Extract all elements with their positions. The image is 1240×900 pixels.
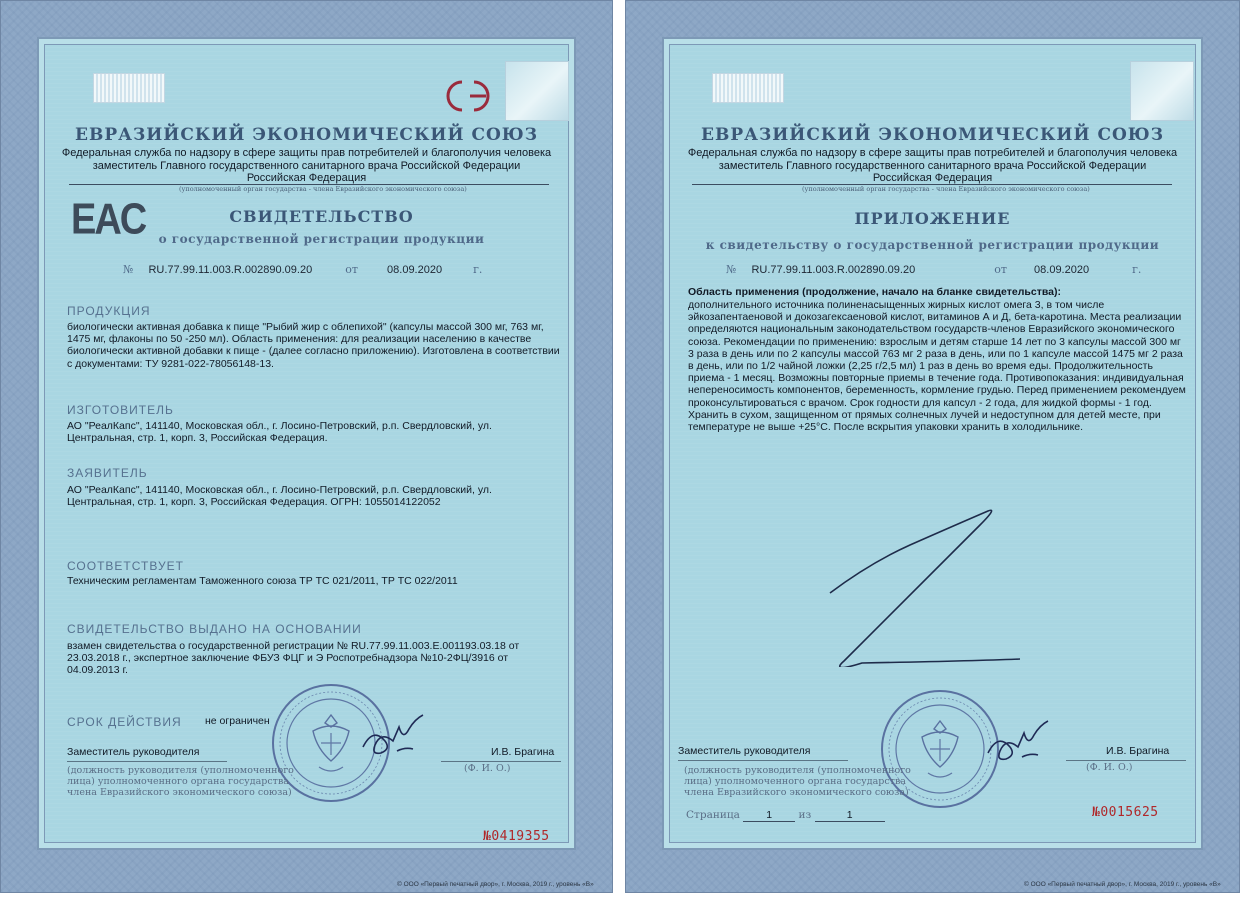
role-underline: [678, 760, 848, 761]
security-strip: [712, 73, 784, 103]
name-underline: [1066, 760, 1186, 761]
union-title: ЕВРАЗИЙСКИЙ ЭКОНОМИЧЕСКИЙ СОЮЗ: [701, 125, 1164, 145]
basis-heading: СВИДЕТЕЛЬСТВО ВЫДАНО НА ОСНОВАНИИ: [67, 622, 362, 636]
date-prefix: от: [345, 263, 358, 276]
page-counter: [686, 809, 885, 822]
registration-number-line: [123, 263, 482, 276]
signer-name: И.В. Брагина: [1106, 745, 1170, 757]
manufacturer-text: АО "РеалКапс", 141140, Московская обл., г. Лосино-Петровский, р.п. Свердловский, ул. Центральная, стр. 1, корп. 3, Российская Федерация.: [67, 420, 492, 445]
position-caption: (должность руководителя (уполномоченного лица) уполномоченного органа государства члена Евразийского экономического союза): [67, 765, 294, 798]
cancellation-z-mark: [796, 497, 1066, 667]
document-subtitle: о государственной регистрации продукции: [158, 232, 485, 246]
printer-footer: © ООО «Первый печатный двор», г. Москва, 2019 г., уровень «В»: [1024, 881, 1221, 888]
printer-footer: © ООО «Первый печатный двор», г. Москва, 2019 г., уровень «В»: [397, 881, 594, 888]
agency-line: Федеральная служба по надзору в сфере защиты прав потребителей и благополучия человека: [61, 147, 552, 159]
registration-number-line: [726, 263, 1141, 276]
ce-conformity-icon: [440, 78, 496, 114]
agency-line: Федеральная служба по надзору в сфере защиты прав потребителей и благополучия человека: [687, 147, 1178, 159]
signer-role: Заместитель руководителя: [678, 745, 811, 757]
fio-caption: (Ф. И. О.): [1086, 762, 1133, 773]
agency-line: Российская Федерация: [872, 172, 993, 184]
document-title: СВИДЕТЕЛЬСТВО: [229, 207, 414, 226]
product-text: биологически активная добавка к пище "Рыбий жир с облепихой" (капсулы массой 300 мг, 763 мг, 1475 мг, флаконы по 50 -250 мл). Область применения: для реализации населению в качестве биологически активной добавки к пище - (далее согласно приложению). Изготовлена в соответствии с документами: ТУ 9281-022-78056148-13.: [67, 321, 560, 370]
validity-heading: СРОК ДЕЙСТВИЯ: [67, 715, 182, 729]
registration-date: 08.09.2020: [387, 264, 443, 276]
name-underline: [441, 761, 561, 762]
hologram-patch: [1130, 61, 1194, 121]
eac-mark-icon: EAC: [71, 195, 146, 245]
agency-line: Российская Федерация: [246, 172, 367, 184]
scope-text: дополнительного источника полиненасыщенных жирных кислот омега 3, в том числе эйкозапентаеновой и докозагексаеновой кислот, витаминов А и Д, бета-каротина. Места реализации определяются национальным законодательством государств-членов Евразийского экономического союза. Рекомендации по применению: взрослым и детям старше 14 лет по 3 капсулы массой 300 мг 3 раза в день или по 2 капсулы массой 763 мг 2 раза в день, или по 1 капсуле массой 1475 мг 2 раза в день, или по 1/2 чайной ложки (2,25 г/2,5 мл) 1 раз в день во время еды. Продолжительность приема - 1 месяц. Возможны повторные приемы в течение года. Противопоказания: индивидуальная непереносимость компонентов, беременность, кормление грудью. Перед применением рекомендуем проконсультироваться с врачом. Срок годности для капсул - 2 года, для жидкой формы - 1 год. Хранить в сухом, защищенном от прямых солнечных лучей и недоступном для детей месте, при температуре не выше +25°С. После вскрытия упаковки хранить в холодильнике.: [688, 299, 1186, 434]
appendix-page: [625, 0, 1240, 893]
org-caption: (уполномоченный орган государства - члена Евразийского экономического союза): [802, 185, 1090, 193]
registration-date: 08.09.2020: [1034, 264, 1090, 276]
registration-number: RU.77.99.11.003.R.002890.09.20: [751, 264, 916, 276]
page-current: 1: [743, 809, 795, 822]
page-of-label: из: [798, 809, 812, 821]
handwritten-signature: [982, 713, 1062, 773]
product-heading: ПРОДУКЦИЯ: [67, 304, 151, 318]
page-total: 1: [815, 809, 885, 822]
signer-role: Заместитель руководителя: [67, 746, 200, 758]
handwritten-signature: [357, 707, 437, 767]
agency-block: [1, 147, 612, 185]
document-subtitle: к свидетельству о государственной регистрации продукции: [705, 238, 1160, 252]
org-caption: (уполномоченный орган государства - члена Евразийского экономического союза): [179, 185, 467, 193]
year-suffix: г.: [473, 263, 483, 276]
scope-heading: Область применения (продолжение, начало на бланке свидетельства):: [688, 286, 1061, 298]
document-title: ПРИЛОЖЕНИЕ: [854, 209, 1011, 228]
basis-text: взамен свидетельства о государственной регистрации № RU.77.99.11.003.Е.001193.03.18 от 23.03.2018 г., экспертное заключение ФБУЗ ФЦГ и Э Роспотребнадзора №10-2ФЦ/3916 от 04.09.2013 г.: [67, 640, 520, 677]
number-prefix: №: [726, 263, 737, 276]
blank-serial-number: №0015625: [1092, 805, 1159, 820]
hologram-patch: [505, 61, 569, 121]
position-caption: (должность руководителя (уполномоченного лица) уполномоченного органа государства члена Евразийского экономического союза): [684, 765, 911, 798]
conformity-heading: СООТВЕТСТВУЕТ: [67, 559, 184, 573]
agency-line: заместитель Главного государственного санитарного врача Российской Федерации: [92, 159, 521, 172]
agency-block: [626, 147, 1239, 185]
number-prefix: №: [123, 263, 134, 276]
security-strip: [93, 73, 165, 103]
blank-serial-number: №0419355: [483, 829, 550, 844]
page-label: Страница: [686, 809, 740, 821]
signer-name: И.В. Брагина: [491, 746, 555, 758]
applicant-heading: ЗАЯВИТЕЛЬ: [67, 466, 148, 480]
date-prefix: от: [994, 263, 1007, 276]
year-suffix: г.: [1132, 263, 1142, 276]
union-title: ЕВРАЗИЙСКИЙ ЭКОНОМИЧЕСКИЙ СОЮЗ: [75, 125, 538, 145]
registration-number: RU.77.99.11.003.R.002890.09.20: [148, 264, 313, 276]
role-underline: [67, 761, 227, 762]
conformity-text: Техническим регламентам Таможенного союза ТР ТС 021/2011, ТР ТС 022/2011: [67, 575, 458, 587]
validity-value: не ограничен: [205, 715, 270, 727]
agency-line: заместитель Главного государственного санитарного врача Российской Федерации: [718, 159, 1147, 172]
applicant-text: АО "РеалКапс", 141140, Московская обл., г. Лосино-Петровский, р.п. Свердловский, ул. Центральная, стр. 1, корп. 3, Российская Федерация. ОГРН: 1055014122052: [67, 484, 492, 509]
fio-caption: (Ф. И. О.): [464, 763, 511, 774]
manufacturer-heading: ИЗГОТОВИТЕЛЬ: [67, 403, 174, 417]
certificate-page: [0, 0, 613, 893]
